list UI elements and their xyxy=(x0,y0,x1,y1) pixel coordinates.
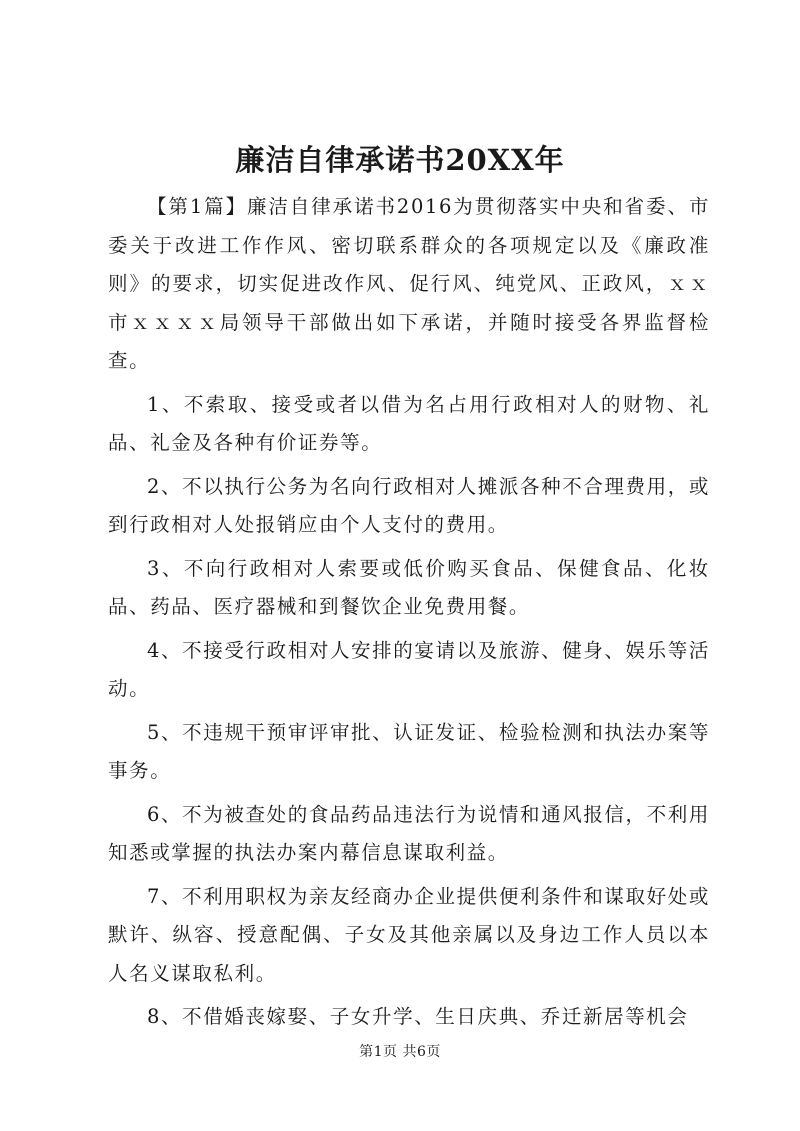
paragraph-item-8: 8、不借婚丧嫁娶、子女升学、生日庆典、乔迁新居等机会 xyxy=(147,1005,689,1028)
paragraph-item-4: 4、不接受行政相对人安排的宴请以及旅游、健身、娱乐等活动。 xyxy=(108,638,710,700)
paragraph-item-1: 1、不索取、接受或者以借为名占用行政相对人的财物、礼品、礼金及各种有价证券等。 xyxy=(108,392,710,454)
paragraph-intro: 【第1篇】廉洁自律承诺书2016为贯彻落实中央和省委、市委关于改进工作作风、密切联系群众的各项规定以及《廉政准则》的要求，切实促进改作风、促行风、纯党风、正政风，ｘｘ市ｘｘｘｘ局领导干部做出如下承诺，并随时接受各界监督检查。 xyxy=(108,195,710,372)
paragraph-item-3: 3、不向行政相对人索要或低价购买食品、保健食品、化妆品、药品、医疗器械和到餐饮企业免费用餐。 xyxy=(108,556,710,618)
paragraph-item-2: 2、不以执行公务为名向行政相对人摊派各种不合理费用，或到行政相对人处报销应由个人支付的费用。 xyxy=(108,474,710,536)
paragraph-item-5: 5、不违规干预审评审批、认证发证、检验检测和执法办案等事务。 xyxy=(108,720,710,782)
paragraph-item-7: 7、不利用职权为亲友经商办企业提供便利条件和谋取好处或默许、纵容、授意配偶、子女及其他亲属以及身边工作人员以本人名义谋取私利。 xyxy=(108,884,710,985)
document-body xyxy=(108,188,710,1042)
paragraph-item-6: 6、不为被查处的食品药品违法行为说情和通风报信，不利用知悉或掌握的执法办案内幕信息谋取利益。 xyxy=(108,802,710,864)
page-number-footer: 第1页 共6页 xyxy=(359,1044,441,1060)
document-title: 廉洁自律承诺书20XX年 xyxy=(235,143,565,177)
